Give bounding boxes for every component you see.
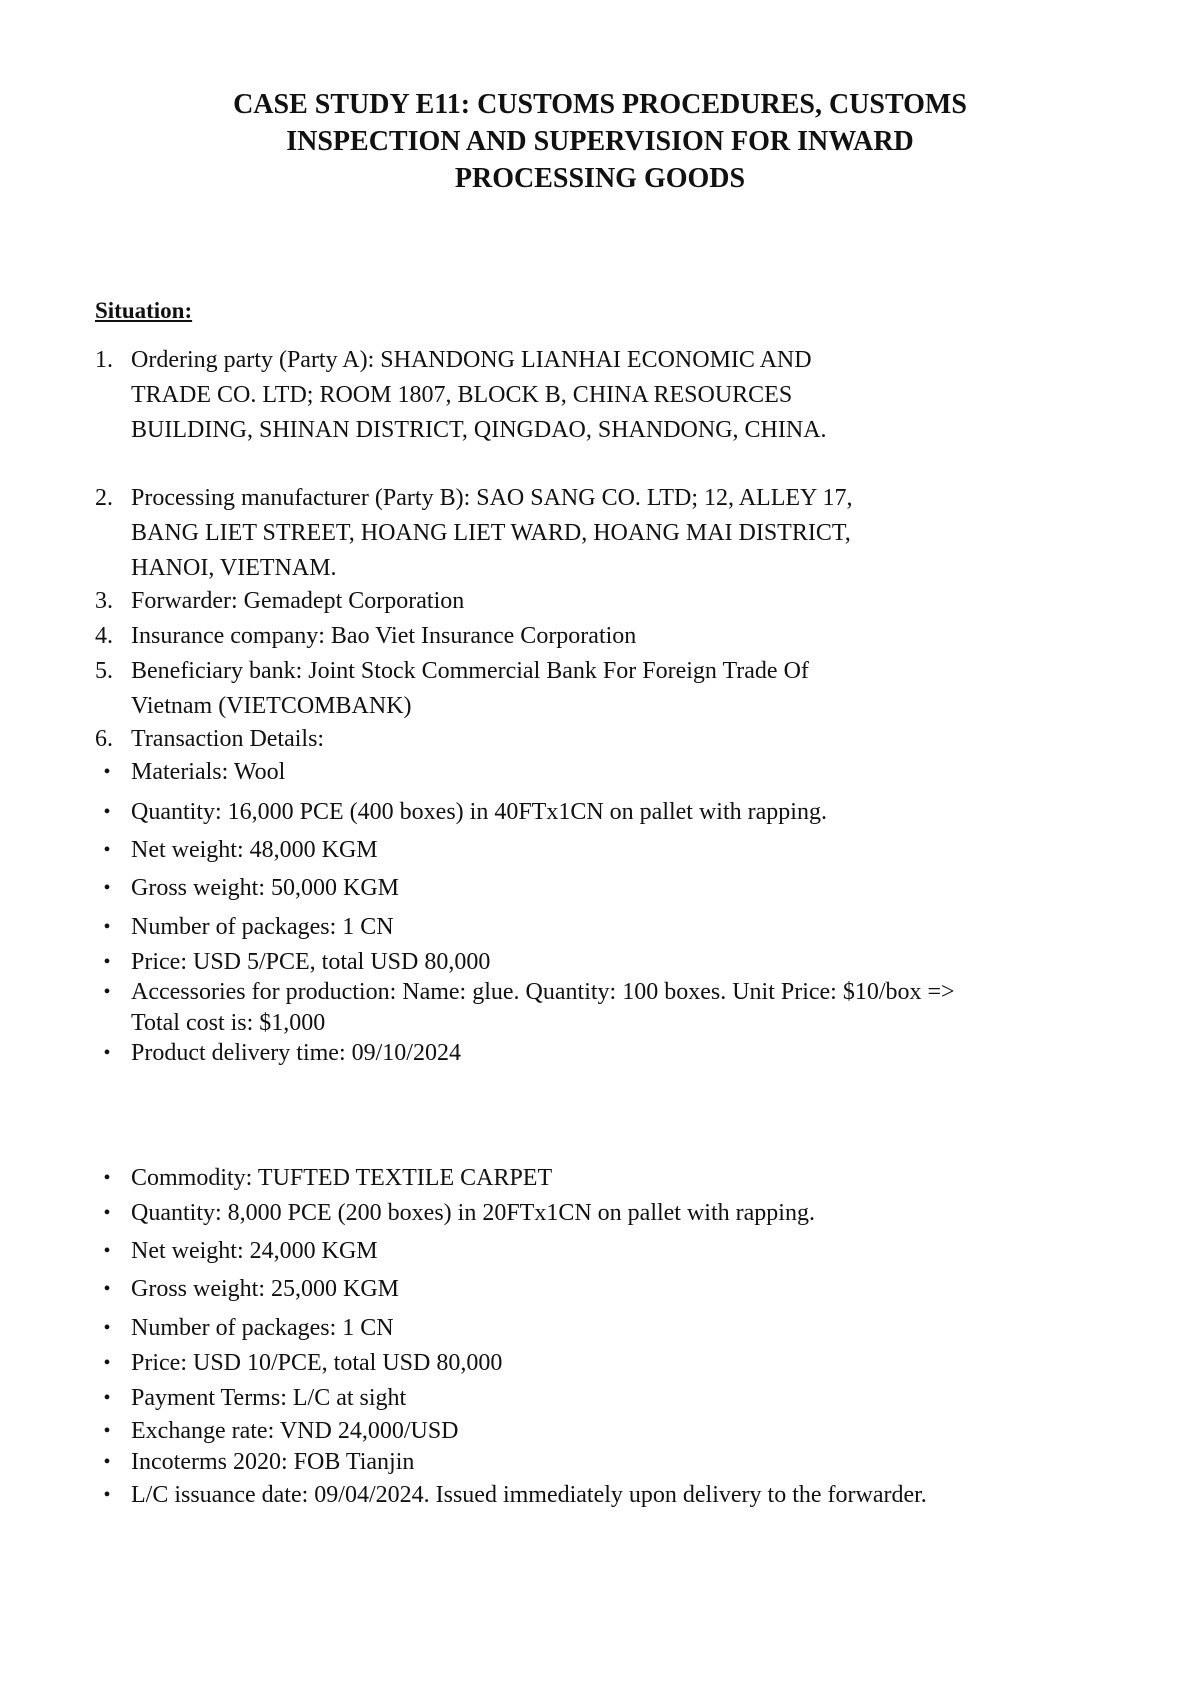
material-bullet-item: [95, 977, 1155, 1039]
list-item-line: Payment Terms: L/C at sight: [131, 1385, 407, 1411]
list-item-line: Total cost is: $1,000: [131, 1010, 326, 1036]
bullet-marker: •: [103, 1387, 111, 1409]
bullet-marker: •: [103, 1042, 111, 1064]
bullet-marker: •: [103, 981, 111, 1003]
material-bullet-item: [95, 757, 1155, 788]
list-item-line: Beneficiary bank: Joint Stock Commercial Bank For Foreign Trade Of: [131, 658, 809, 684]
list-item-line: Commodity: TUFTED TEXTILE CARPET: [131, 1165, 553, 1191]
bullet-marker: •: [103, 1240, 111, 1262]
numbered-item-1: [95, 343, 1155, 448]
bullet-marker: •: [103, 1484, 111, 1506]
bullet-marker: •: [103, 1317, 111, 1339]
situation-heading: Situation:: [95, 298, 193, 323]
list-number: 3.: [95, 588, 113, 614]
list-item-line: Gross weight: 50,000 KGM: [131, 875, 399, 901]
list-number: 4.: [95, 623, 113, 649]
list-item-line: Materials: Wool: [131, 759, 286, 785]
bullet-marker: •: [103, 1278, 111, 1300]
title-line-2: INSPECTION AND SUPERVISION FOR INWARD: [286, 126, 914, 157]
commodity-bullet-item: [95, 1480, 1155, 1511]
list-item-line: TRADE CO. LTD; ROOM 1807, BLOCK B, CHINA RESOURCES: [131, 382, 793, 408]
commodity-bullet-item: [95, 1447, 1155, 1478]
list-item-line: Quantity: 16,000 PCE (400 boxes) in 40FTx1CN on pallet with rapping.: [131, 799, 827, 825]
material-bullet-item: [95, 912, 1155, 943]
commodity-bullet-item: [95, 1236, 1155, 1267]
list-number: 6.: [95, 726, 113, 752]
title-line-1: CASE STUDY E11: CUSTOMS PROCEDURES, CUSTOMS: [233, 89, 967, 120]
list-item-line: Number of packages: 1 CN: [131, 1315, 394, 1341]
commodity-bullet-item: [95, 1348, 1155, 1379]
material-bullet-item: [95, 873, 1155, 904]
list-item-line: Insurance company: Bao Viet Insurance Corporation: [131, 623, 637, 649]
material-bullet-item: [95, 1038, 1155, 1069]
bullet-marker: •: [103, 1451, 111, 1473]
list-number: 5.: [95, 658, 113, 684]
bullet-marker: •: [103, 877, 111, 899]
commodity-bullet-item: [95, 1313, 1155, 1344]
list-item-line: Net weight: 24,000 KGM: [131, 1238, 378, 1264]
numbered-item-6: [95, 722, 1155, 757]
numbered-item-5: [95, 654, 1155, 724]
bullet-marker: •: [103, 1352, 111, 1374]
title-line-3: PROCESSING GOODS: [454, 163, 746, 194]
commodity-bullet-item: [95, 1383, 1155, 1414]
commodity-bullet-item: [95, 1198, 1155, 1229]
list-item-line: Net weight: 48,000 KGM: [131, 837, 378, 863]
list-item-line: Product delivery time: 09/10/2024: [131, 1040, 461, 1066]
bullet-marker: •: [103, 839, 111, 861]
list-item-line: Price: USD 5/PCE, total USD 80,000: [131, 949, 491, 975]
bullet-marker: •: [103, 1167, 111, 1189]
material-bullet-item: [95, 947, 1155, 978]
numbered-item-4: [95, 619, 1155, 654]
list-item-line: Ordering party (Party A): SHANDONG LIANHAI ECONOMIC AND: [131, 347, 812, 373]
list-item-line: HANOI, VIETNAM.: [131, 555, 337, 581]
commodity-bullet-item: [95, 1416, 1155, 1447]
list-item-line: L/C issuance date: 09/04/2024. Issued immediately upon delivery to the forwarder.: [131, 1482, 927, 1508]
list-number: 1.: [95, 347, 113, 373]
list-item-line: Quantity: 8,000 PCE (200 boxes) in 20FTx1CN on pallet with rapping.: [131, 1200, 815, 1226]
list-item-line: Vietnam (VIETCOMBANK): [131, 693, 412, 719]
bullet-marker: •: [103, 916, 111, 938]
bullet-marker: •: [103, 951, 111, 973]
list-item-line: Forwarder: Gemadept Corporation: [131, 588, 465, 614]
list-item-line: Exchange rate: VND 24,000/USD: [131, 1418, 459, 1444]
document-title: [0, 86, 1200, 197]
bullet-marker: •: [103, 1420, 111, 1442]
list-item-line: Accessories for production: Name: glue. Quantity: 100 boxes. Unit Price: $10/box =>: [131, 979, 955, 1005]
material-bullet-item: [95, 797, 1155, 828]
list-item-line: BANG LIET STREET, HOANG LIET WARD, HOANG MAI DISTRICT,: [131, 520, 851, 546]
bullet-marker: •: [103, 1202, 111, 1224]
list-item-line: Transaction Details:: [131, 726, 325, 752]
commodity-bullet-item: [95, 1274, 1155, 1305]
list-item-line: Processing manufacturer (Party B): SAO SANG CO. LTD; 12, ALLEY 17,: [131, 485, 853, 511]
numbered-item-3: [95, 584, 1155, 619]
list-item-line: BUILDING, SHINAN DISTRICT, QINGDAO, SHANDONG, CHINA.: [131, 417, 827, 443]
bullet-marker: •: [103, 801, 111, 823]
material-bullet-item: [95, 835, 1155, 866]
list-item-line: Incoterms 2020: FOB Tianjin: [131, 1449, 415, 1475]
commodity-bullet-item: [95, 1163, 1155, 1194]
bullet-marker: •: [103, 761, 111, 783]
list-item-line: Gross weight: 25,000 KGM: [131, 1276, 399, 1302]
list-item-line: Number of packages: 1 CN: [131, 914, 394, 940]
numbered-item-2: [95, 481, 1155, 586]
list-item-line: Price: USD 10/PCE, total USD 80,000: [131, 1350, 503, 1376]
list-number: 2.: [95, 485, 113, 511]
